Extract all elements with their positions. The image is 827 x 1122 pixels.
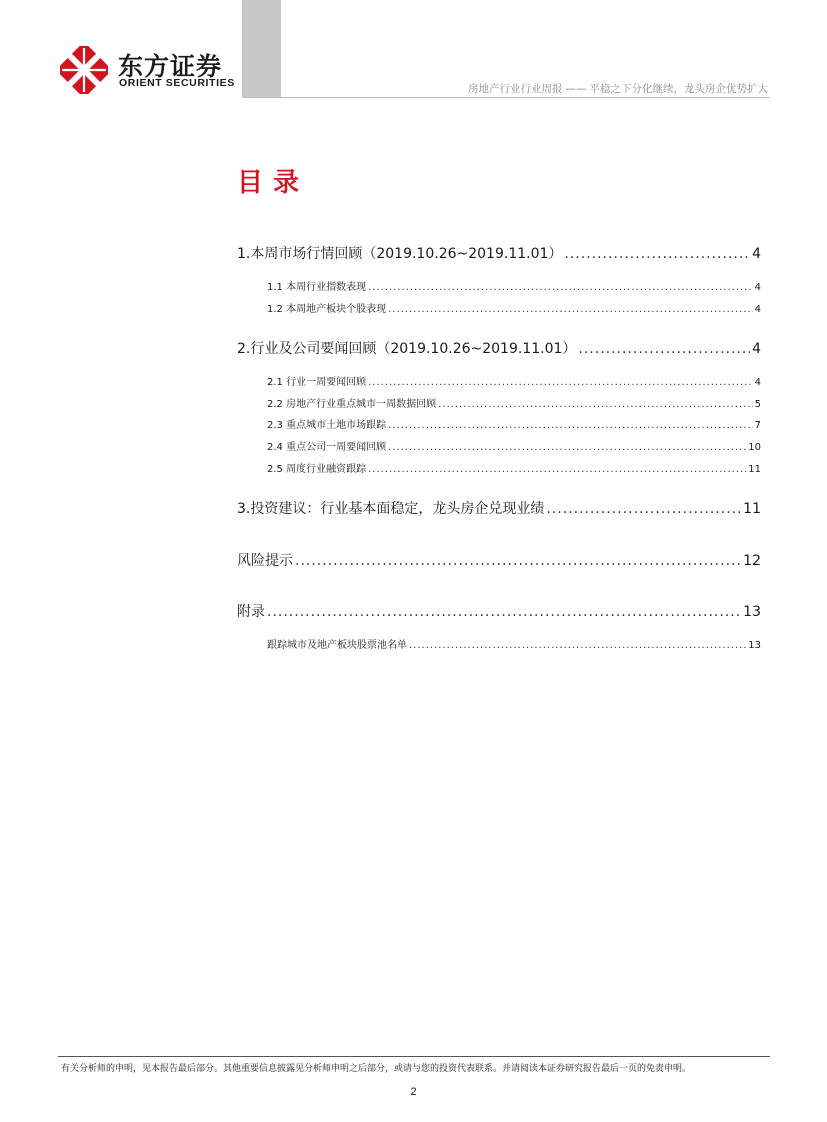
toc-entry-label: 附录 <box>237 604 265 620</box>
toc-leader <box>368 464 746 475</box>
toc-entry-page: 10 <box>748 442 761 453</box>
toc-leader <box>295 553 741 569</box>
toc-entry[interactable] <box>267 373 761 388</box>
toc-entry[interactable] <box>267 395 761 410</box>
toc-entry[interactable] <box>267 460 761 475</box>
toc-entry[interactable] <box>267 416 761 431</box>
toc-leader <box>409 640 746 651</box>
toc-entry-page: 11 <box>743 501 761 517</box>
header-gray-tab <box>242 0 281 97</box>
toc-entry-page: 13 <box>743 604 761 620</box>
toc-entry[interactable] <box>237 338 761 358</box>
toc-entry-page: 12 <box>743 553 761 569</box>
toc-entry[interactable] <box>267 278 761 293</box>
toc-leader <box>564 246 750 262</box>
toc-entry-label: 1.2 本周地产板块个股表现 <box>267 304 387 315</box>
orient-logo-icon <box>60 46 108 94</box>
toc-entry-page: 7 <box>754 420 761 431</box>
toc-leader <box>388 420 753 431</box>
toc-leader <box>368 282 753 293</box>
page-number: 2 <box>410 1086 417 1098</box>
report-header <box>468 81 768 96</box>
toc-entry-label: 1.本周市场行情回顾（2019.10.26~2019.11.01） <box>237 246 563 262</box>
toc-entry-label: 1.1 本周行业指数表现 <box>267 282 367 293</box>
toc-entry-page: 4 <box>752 246 761 262</box>
toc-leader <box>388 304 753 315</box>
toc-entry[interactable] <box>237 550 761 570</box>
toc-entry[interactable] <box>267 438 761 453</box>
toc-leader <box>368 377 753 388</box>
toc-title: 目录 <box>237 168 310 198</box>
toc-entry-page: 11 <box>748 464 761 475</box>
company-logo <box>60 44 235 92</box>
report-subtitle: 平稳之下分化继续，龙头房企优势扩大 <box>589 83 768 95</box>
toc-entry-page: 4 <box>754 377 761 388</box>
toc-entry[interactable] <box>267 636 761 651</box>
toc-entry-label: 2.1 行业一周要闻回顾 <box>267 377 367 388</box>
toc-entry-page: 4 <box>752 341 761 357</box>
toc-entry[interactable] <box>267 300 761 315</box>
toc-entry-page: 13 <box>748 640 761 651</box>
logo-chinese-name: 东方证券 <box>118 52 223 81</box>
report-type: 房地产行业行业周报 <box>468 83 563 95</box>
header-divider <box>242 97 770 98</box>
toc-leader <box>578 341 750 357</box>
toc-entry-label: 2.4 重点公司一周要闻回顾 <box>267 442 387 453</box>
footer-disclaimer: 有关分析师的申明，见本报告最后部分。其他重要信息披露见分析师申明之后部分，或请与您的投资代表联系。并请阅读本证券研究报告最后一页的免责申明。 <box>61 1064 692 1074</box>
toc-entry-label: 2.3 重点城市土地市场跟踪 <box>267 420 387 431</box>
toc-entry[interactable] <box>237 243 761 263</box>
toc-entry[interactable] <box>237 498 761 518</box>
toc-entry-label: 3.投资建议：行业基本面稳定，龙头房企兑现业绩 <box>237 501 545 517</box>
toc-leader <box>388 442 746 453</box>
toc-entry-label: 跟踪城市及地产板块股票池名单 <box>267 640 407 651</box>
toc-entry-page: 4 <box>754 282 761 293</box>
logo-english-name: ORIENT SECURITIES <box>119 77 235 89</box>
header-dash: —— <box>565 83 587 95</box>
toc-entry-page: 5 <box>754 399 761 410</box>
toc-entry-label: 2.2 房地产行业重点城市一周数据回顾 <box>267 399 437 410</box>
toc-leader <box>438 399 753 410</box>
toc-entry-page: 4 <box>754 304 761 315</box>
toc-leader <box>267 604 741 620</box>
toc-entry-label: 2.5 周度行业融资跟踪 <box>267 464 367 475</box>
toc-entry-label: 风险提示 <box>237 553 293 569</box>
toc-entry[interactable] <box>237 601 761 621</box>
toc-leader <box>546 501 741 517</box>
toc-entry-label: 2.行业及公司要闻回顾（2019.10.26~2019.11.01） <box>237 341 577 357</box>
footer-divider <box>58 1056 770 1057</box>
